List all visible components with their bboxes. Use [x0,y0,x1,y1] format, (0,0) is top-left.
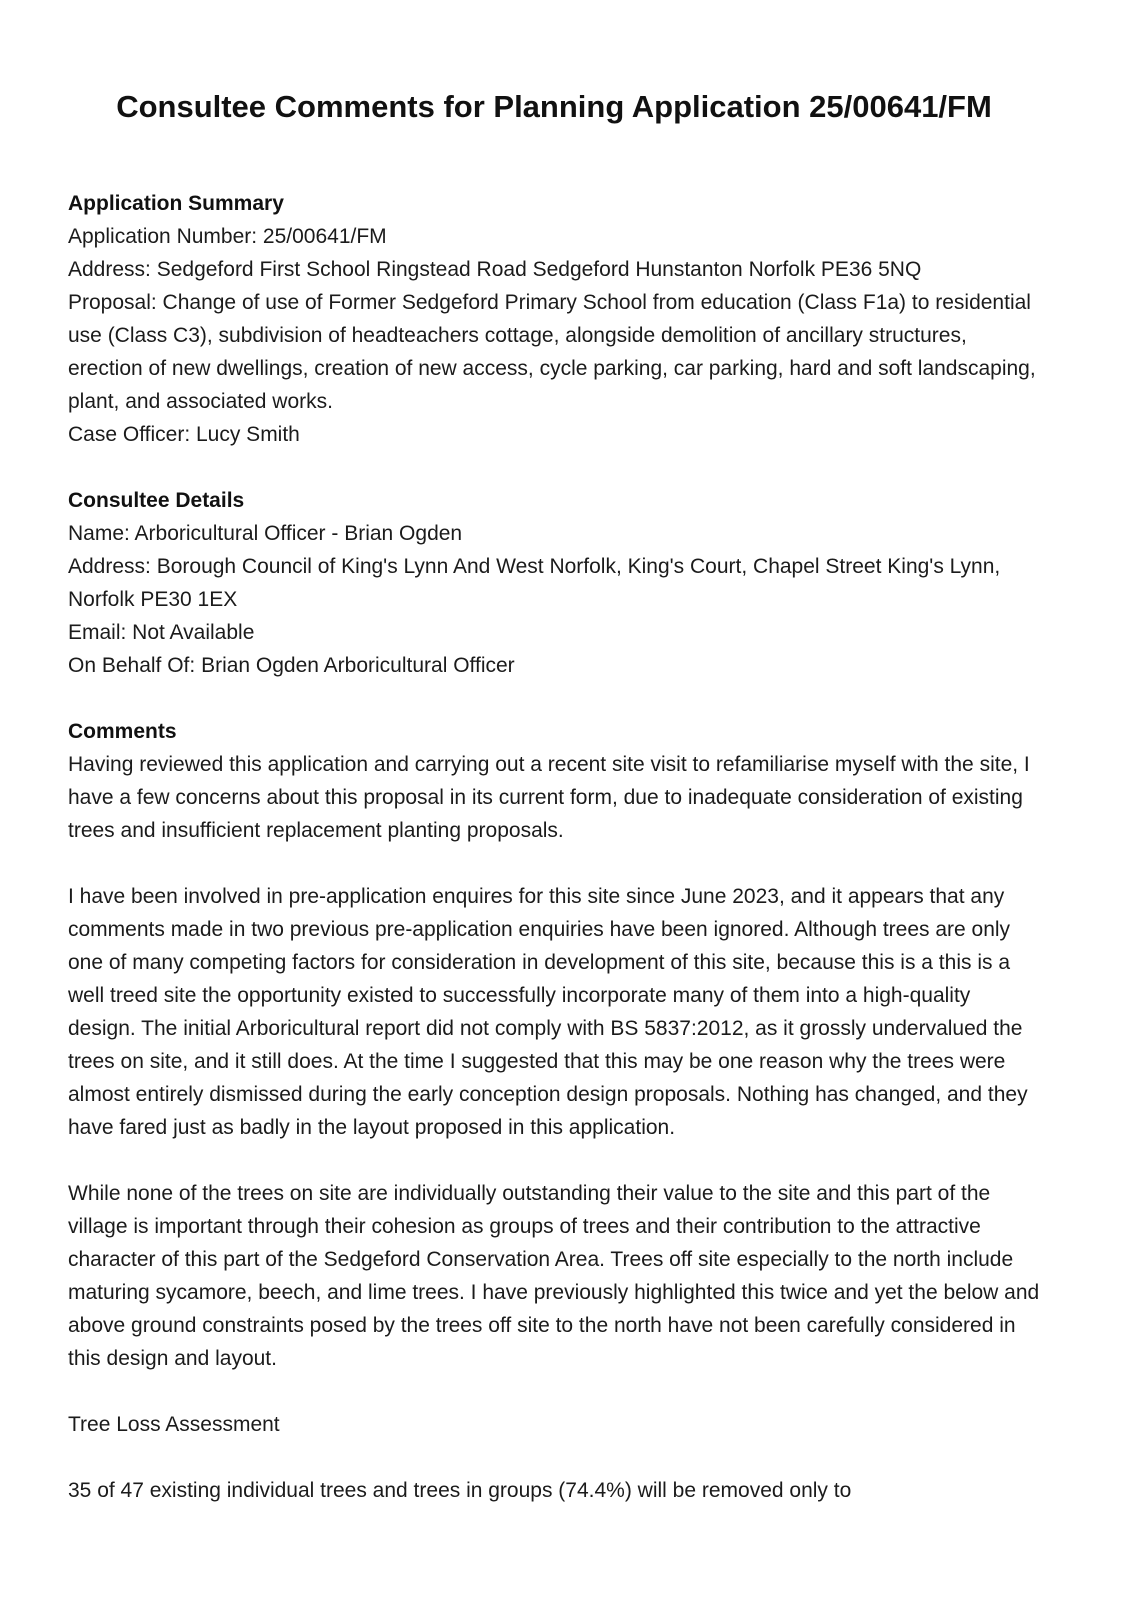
consultee-on-behalf-of-line: On Behalf Of: Brian Ogden Arboricultural Officer [68,654,515,678]
application-address-line: Address: Sedgeford First School Ringstead Road Sedgeford Hunstanton Norfolk PE36 5NQ [68,258,922,282]
application-summary-section [68,187,1040,451]
application-proposal-line: Proposal: Change of use of Former Sedgeford Primary School from education (Class F1a) to residential use (Class C3), subdivision of headteachers cottage, alongside demolition of ancillary structures, erection of new dwellings, creation of new access, cycle parking, car parking, hard and soft landscaping, plant, and associated works. [68,291,1036,414]
case-officer-line: Case Officer: Lucy Smith [68,423,300,447]
tree-loss-assessment-subheading: Tree Loss Assessment [68,1413,280,1437]
comments-section [68,715,1040,1507]
application-number-line: Application Number: 25/00641/FM [68,225,387,249]
comments-paragraph: Having reviewed this application and carrying out a recent site visit to refamiliarise myself with the site, I have a few concerns about this proposal in its current form, due to inadequate consideration of existing trees and insufficient replacement planting proposals. [68,753,1030,843]
consultee-address-line: Address: Borough Council of King's Lynn And West Norfolk, King's Court, Chapel Street King's Lynn, Norfolk PE30 1EX [68,555,1001,612]
comments-paragraph: 35 of 47 existing individual trees and trees in groups (74.4%) will be removed only to [68,1479,852,1503]
comments-paragraph: While none of the trees on site are individually outstanding their value to the site and this part of the village is important through their cohesion as groups of trees and their contribution to the attractive character of this part of the Sedgeford Conservation Area. Trees off site especially to the north include maturing sycamore, beech, and lime trees. I have previously highlighted this twice and yet the below and above ground constraints posed by the trees off site to the north have not been carefully considered in this design and layout. [68,1182,1040,1371]
comments-heading: Comments [68,720,177,744]
consultee-email-line: Email: Not Available [68,621,255,645]
page-title: Consultee Comments for Planning Application 25/00641/FM [116,89,992,124]
consultee-name-line: Name: Arboricultural Officer - Brian Ogden [68,522,463,546]
consultee-details-section [68,484,1040,682]
application-summary-heading: Application Summary [68,192,284,216]
consultee-details-heading: Consultee Details [68,489,245,513]
comments-paragraph: I have been involved in pre-application enquires for this site since June 2023, and it appears that any comments made in two previous pre-application enquiries have been ignored. Although trees are only one of many competing factors for consideration in development of this site, because this is a this is a well treed site the opportunity existed to successfully incorporate many of them into a high-quality design. The initial Arboricultural report did not comply with BS 5837:2012, as it grossly undervalued the trees on site, and it still does. At the time I suggested that this may be one reason why the trees were almost entirely dismissed during the early conception design proposals. Nothing has changed, and they have fared just as badly in the layout proposed in this application. [68,885,1028,1140]
